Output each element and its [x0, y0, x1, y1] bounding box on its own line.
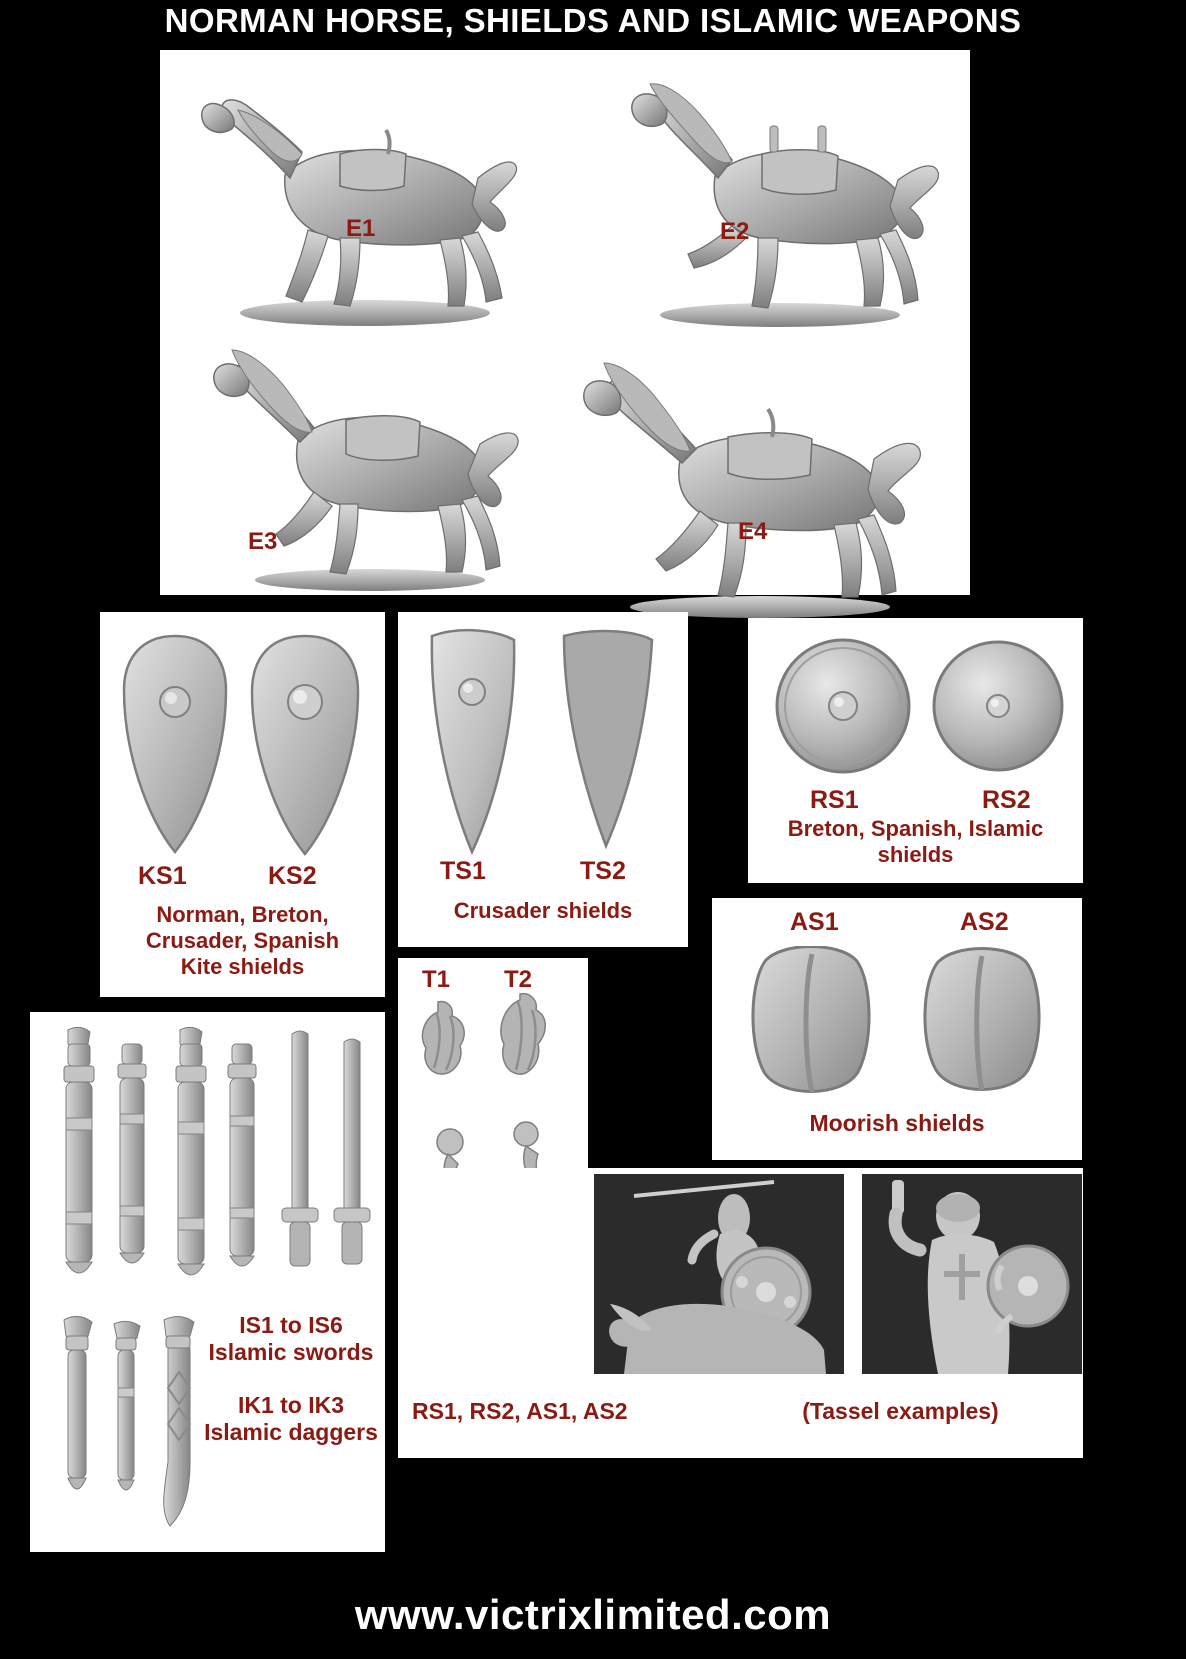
shield-rs2 — [928, 636, 1068, 776]
daggers-caption-line-1: IK1 to IK3 — [237, 1392, 345, 1418]
crusader-shields-panel — [398, 612, 688, 947]
round-caption-line-2: shields — [877, 841, 954, 867]
swords-caption-line-1: IS1 to IS6 — [239, 1312, 343, 1338]
shield-label-ks1: KS1 — [138, 862, 187, 890]
website-url: www.victrixlimited.com — [354, 1591, 832, 1638]
islamic-daggers-figure — [46, 1312, 221, 1542]
shield-label-rs1: RS1 — [810, 786, 859, 814]
horse-figure-e1 — [190, 70, 520, 340]
horse-label-e1: E1 — [346, 215, 376, 242]
tassel-label-t1: T1 — [422, 966, 451, 993]
shield-as1 — [742, 946, 882, 1101]
examples-right-caption: (Tassel examples) — [802, 1398, 999, 1424]
horse-figure-e2 — [610, 68, 940, 338]
shield-label-rs2: RS2 — [982, 786, 1031, 814]
horse-figure-e3 — [190, 340, 520, 600]
islamic-swords-caption — [200, 1312, 382, 1366]
shield-ks1 — [118, 630, 233, 860]
shield-label-as1: AS1 — [790, 908, 839, 936]
horse-label-e2: E2 — [720, 218, 750, 245]
tassel-label-t2: T2 — [504, 966, 533, 993]
tassel-figure-t2 — [490, 990, 560, 1085]
shield-ts1 — [412, 622, 532, 862]
kite-caption-line-1: Norman, Breton, — [156, 902, 329, 927]
round-caption-line-1: Breton, Spanish, Islamic — [787, 816, 1044, 841]
shield-ts2 — [548, 626, 668, 866]
horse-figure-e4 — [560, 355, 930, 625]
crusader-shields-caption: Crusader shields — [453, 898, 633, 923]
moorish-shields-caption: Moorish shields — [809, 1110, 985, 1136]
shield-label-as2: AS2 — [960, 908, 1009, 936]
examples-panel — [398, 1168, 1083, 1458]
horses-panel — [160, 50, 970, 595]
example-photo-mounted-warrior — [594, 1174, 844, 1374]
round-shields-panel — [748, 618, 1083, 883]
islamic-swords-figure — [44, 1022, 379, 1307]
moorish-shields-panel — [712, 898, 1082, 1160]
shield-ks2 — [248, 630, 363, 860]
shield-label-ts1: TS1 — [440, 857, 486, 885]
tassel-figure-t1 — [412, 998, 482, 1083]
swords-caption-line-2: Islamic swords — [208, 1339, 374, 1366]
example-photo-foot-warrior — [862, 1174, 1082, 1374]
kite-shields-panel — [100, 612, 385, 997]
shield-rs1 — [773, 636, 913, 776]
kite-shields-caption — [100, 902, 385, 980]
kite-caption-line-2: Crusader, Spanish — [145, 927, 340, 953]
shield-label-ts2: TS2 — [580, 857, 626, 885]
horse-label-e4: E4 — [738, 518, 768, 545]
shield-as2 — [912, 946, 1052, 1101]
horse-label-e3: E3 — [248, 528, 278, 555]
shield-label-ks2: KS2 — [268, 862, 317, 890]
daggers-caption-line-2: Islamic daggers — [204, 1419, 378, 1446]
page-title: NORMAN HORSE, SHIELDS AND ISLAMIC WEAPONS — [164, 2, 1022, 39]
islamic-daggers-caption — [200, 1392, 382, 1446]
kite-caption-line-3: Kite shields — [180, 953, 305, 979]
examples-left-caption: RS1, RS2, AS1, AS2 — [412, 1398, 628, 1424]
weapons-panel — [30, 1012, 385, 1552]
round-shields-caption — [748, 816, 1083, 868]
